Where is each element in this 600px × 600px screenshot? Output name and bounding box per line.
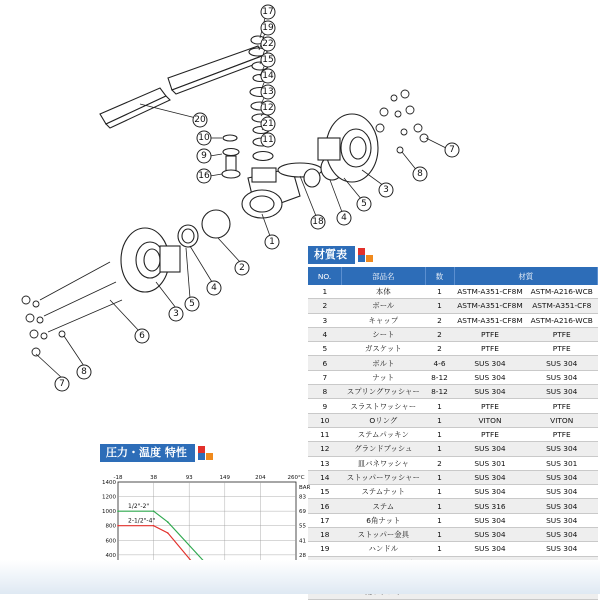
table-row <box>308 342 598 356</box>
cell-m2: SUS 304 <box>526 513 598 527</box>
callout-10 <box>197 131 211 145</box>
y-tick-bar: 28 <box>299 552 306 559</box>
materials-table-body <box>308 285 598 599</box>
y-tick-psi: 800 <box>105 523 116 530</box>
callout-5-right <box>357 197 371 211</box>
callout-6 <box>135 329 149 343</box>
cell-qty: 8-12 <box>425 370 454 384</box>
x-tick-c: -18 <box>113 475 123 481</box>
cell-m1: SUS 304 <box>454 542 526 556</box>
cell-no: 16 <box>308 499 342 513</box>
cell-qty: 1 <box>425 299 454 313</box>
cell-m2: PTFE <box>526 399 598 413</box>
cell-name: 本体 <box>342 285 425 299</box>
svg-text:13: 13 <box>262 87 274 97</box>
callout-5-left <box>185 297 199 311</box>
table-row <box>308 327 598 341</box>
y-tick-psi: 1200 <box>102 494 116 501</box>
cell-m1: SUS 304 <box>454 356 526 370</box>
y-tick-bar: 69 <box>299 509 306 516</box>
svg-text:8: 8 <box>81 367 87 377</box>
table-row <box>308 513 598 527</box>
y-tick-psi: 1400 <box>102 480 116 486</box>
y-tick-psi: 400 <box>105 552 116 559</box>
cell-m2: SUS 304 <box>526 485 598 499</box>
callout-4-right <box>337 211 351 225</box>
cell-qty: 1 <box>425 485 454 499</box>
stem <box>222 135 240 178</box>
cell-no: 12 <box>308 442 342 456</box>
cell-name: 6角ナット <box>342 513 425 527</box>
series-label: 2-1/2"-4" <box>128 517 156 525</box>
table-row <box>308 285 598 299</box>
header-material: 材質 <box>454 267 597 285</box>
table-row <box>308 499 598 513</box>
svg-text:22: 22 <box>262 39 274 49</box>
y-tick-bar: 83 <box>299 494 306 501</box>
cell-no: 10 <box>308 413 342 427</box>
cell-m2: PTFE <box>526 427 598 441</box>
cell-m1: SUS 304 <box>454 370 526 384</box>
svg-text:5: 5 <box>189 299 195 309</box>
cell-name: 皿バネワッシャ <box>342 456 425 470</box>
table-row <box>308 299 598 313</box>
svg-text:9: 9 <box>201 151 207 161</box>
cell-name: ナット <box>342 370 425 384</box>
cell-m2: PTFE <box>526 342 598 356</box>
svg-text:10: 10 <box>198 133 210 143</box>
callout-1 <box>265 235 279 249</box>
svg-text:6: 6 <box>139 331 145 341</box>
y-tick-psi: 600 <box>105 538 116 545</box>
cell-qty: 2 <box>425 313 454 327</box>
cell-qty: 4-6 <box>425 356 454 370</box>
cell-qty: 1 <box>425 285 454 299</box>
materials-table <box>308 267 598 600</box>
table-row <box>308 542 598 556</box>
callout-20 <box>193 113 207 127</box>
svg-text:15: 15 <box>262 55 274 65</box>
callout-18 <box>311 215 325 229</box>
cell-name: キャップ <box>342 313 425 327</box>
series-point <box>117 525 119 527</box>
cell-no: 18 <box>308 528 342 542</box>
callout-3-left <box>169 307 183 321</box>
cell-m2: SUS 304 <box>526 499 598 513</box>
callout-3-right <box>379 183 393 197</box>
callout-14 <box>261 69 275 83</box>
pt-chart-title <box>100 444 213 462</box>
cell-no: 17 <box>308 513 342 527</box>
cell-m1: ASTM-A351-CF8M <box>454 299 526 313</box>
cell-m2: PTFE <box>526 327 598 341</box>
table-row <box>308 470 598 484</box>
series-point <box>117 510 119 512</box>
cell-m2: SUS 304 <box>526 385 598 399</box>
cell-name: スラストワッシャー <box>342 399 425 413</box>
table-row <box>308 442 598 456</box>
pt-chart-title-text: 圧力・温度 特性 <box>100 444 195 462</box>
callout-8-right <box>413 167 427 181</box>
cell-m2: SUS 304 <box>526 356 598 370</box>
header-no: NO. <box>308 267 342 285</box>
cell-name: ストッパー金具 <box>342 528 425 542</box>
cell-m1: SUS 304 <box>454 528 526 542</box>
svg-text:14: 14 <box>262 71 274 81</box>
table-row <box>308 313 598 327</box>
cell-m2: SUS 304 <box>526 542 598 556</box>
cell-name: ボルト <box>342 356 425 370</box>
cell-qty: 2 <box>425 342 454 356</box>
cell-name: Oリング <box>342 413 425 427</box>
cell-no: 15 <box>308 485 342 499</box>
series-point <box>167 532 169 534</box>
cell-no: 1 <box>308 285 342 299</box>
left-end-cap <box>121 228 180 292</box>
cell-qty: 1 <box>425 427 454 441</box>
svg-text:3: 3 <box>383 185 389 195</box>
cell-m1: SUS 304 <box>454 385 526 399</box>
x-tick-c: 204 <box>255 475 266 481</box>
cell-qty: 1 <box>425 442 454 456</box>
cell-m1: SUS 304 <box>454 470 526 484</box>
svg-text:20: 20 <box>194 115 206 125</box>
cell-qty: 1 <box>425 528 454 542</box>
cell-qty: 1 <box>425 413 454 427</box>
cell-m2: ASTM-A351-CF8 <box>526 299 598 313</box>
cell-m2: VITON <box>526 413 598 427</box>
svg-text:18: 18 <box>312 217 324 227</box>
table-row <box>308 456 598 470</box>
x-tick-c: 38 <box>150 475 158 481</box>
callout-4-left <box>207 281 221 295</box>
svg-text:19: 19 <box>262 23 274 33</box>
bottom-gradient-band <box>0 560 600 594</box>
cell-qty: 1 <box>425 399 454 413</box>
callout-21 <box>261 117 275 131</box>
svg-text:7: 7 <box>59 379 65 389</box>
cell-m1: SUS 304 <box>454 485 526 499</box>
cell-no: 4 <box>308 327 342 341</box>
cell-m1: PTFE <box>454 342 526 356</box>
svg-text:21: 21 <box>262 119 274 129</box>
cell-m2: SUS 301 <box>526 456 598 470</box>
handle-sleeve <box>100 88 170 128</box>
cell-m1: SUS 304 <box>454 442 526 456</box>
y-tick-psi: 1000 <box>102 509 116 516</box>
cell-no: 7 <box>308 370 342 384</box>
cell-name: ストッパーワッシャー <box>342 470 425 484</box>
materials-title <box>308 246 598 264</box>
svg-text:11: 11 <box>262 135 274 145</box>
header-qty: 数 <box>425 267 454 285</box>
table-row <box>308 385 598 399</box>
left-bolts <box>22 262 122 356</box>
title-squares <box>357 248 373 262</box>
cell-m2: ASTM-A216-WCB <box>526 313 598 327</box>
x-tick-c: 93 <box>185 475 193 481</box>
x-tick-c: 260°C <box>287 475 305 481</box>
cell-m2: SUS 304 <box>526 528 598 542</box>
svg-text:4: 4 <box>211 283 217 293</box>
cell-name: ステム <box>342 499 425 513</box>
cell-m1: SUS 304 <box>454 513 526 527</box>
svg-text:16: 16 <box>198 171 210 181</box>
svg-text:4: 4 <box>341 213 347 223</box>
cell-m2: SUS 304 <box>526 442 598 456</box>
series-point <box>153 510 155 512</box>
y-tick-bar: BAR <box>299 485 311 491</box>
cell-name: ステムナット <box>342 485 425 499</box>
svg-text:8: 8 <box>417 169 423 179</box>
cell-no: 8 <box>308 385 342 399</box>
cell-qty: 1 <box>425 513 454 527</box>
table-row <box>308 427 598 441</box>
callout-2 <box>235 261 249 275</box>
y-tick-bar: 41 <box>299 538 306 545</box>
callout-11 <box>261 133 275 147</box>
chart-title-squares <box>197 446 213 460</box>
materials-title-text: 材質表 <box>308 246 355 264</box>
svg-text:1: 1 <box>269 237 275 247</box>
cell-name: シート <box>342 327 425 341</box>
right-nuts <box>376 90 428 153</box>
cell-no: 9 <box>308 399 342 413</box>
cell-m1: SUS 301 <box>454 456 526 470</box>
cell-qty: 2 <box>425 327 454 341</box>
cell-no: 5 <box>308 342 342 356</box>
table-row <box>308 485 598 499</box>
svg-text:17: 17 <box>262 7 274 17</box>
cell-m1: PTFE <box>454 327 526 341</box>
cell-m2: SUS 304 <box>526 470 598 484</box>
table-row <box>308 399 598 413</box>
cell-m1: VITON <box>454 413 526 427</box>
callout-8-left <box>77 365 91 379</box>
callout-16 <box>197 169 211 183</box>
cell-no: 3 <box>308 313 342 327</box>
callout-12 <box>261 101 275 115</box>
table-row <box>308 528 598 542</box>
series-label: 1/2"-2" <box>128 503 150 511</box>
cell-qty: 1 <box>425 499 454 513</box>
callout-7-right <box>445 143 459 157</box>
callout-15 <box>261 53 275 67</box>
y-tick-bar: 55 <box>299 523 306 530</box>
cell-m1: ASTM-A351-CF8M <box>454 313 526 327</box>
table-row <box>308 370 598 384</box>
cell-no: 13 <box>308 456 342 470</box>
series-point <box>153 525 155 527</box>
cell-no: 6 <box>308 356 342 370</box>
callout-22 <box>261 37 275 51</box>
svg-text:7: 7 <box>449 145 455 155</box>
cell-m1: PTFE <box>454 427 526 441</box>
cell-m1: PTFE <box>454 399 526 413</box>
cell-name: ボール <box>342 299 425 313</box>
materials-table-block <box>308 246 598 600</box>
cell-no: 11 <box>308 427 342 441</box>
svg-text:3: 3 <box>173 309 179 319</box>
svg-text:2: 2 <box>239 263 245 273</box>
cell-name: ガスケット <box>342 342 425 356</box>
cell-no: 14 <box>308 470 342 484</box>
materials-header-row <box>308 267 598 285</box>
series-point <box>167 521 169 523</box>
cell-name: グランドブッシュ <box>342 442 425 456</box>
callout-19 <box>261 21 275 35</box>
table-row <box>308 356 598 370</box>
x-tick-c: 149 <box>219 475 231 481</box>
cell-no: 19 <box>308 542 342 556</box>
cell-no: 2 <box>308 299 342 313</box>
cell-name: ハンドル <box>342 542 425 556</box>
callout-9 <box>197 149 211 163</box>
cell-qty: 1 <box>425 542 454 556</box>
callout-7-left <box>55 377 69 391</box>
cell-qty: 1 <box>425 470 454 484</box>
callout-13 <box>261 85 275 99</box>
cell-m1: SUS 316 <box>454 499 526 513</box>
cell-m1: ASTM-A351-CF8M <box>454 285 526 299</box>
cell-m2: ASTM-A216-WCB <box>526 285 598 299</box>
table-row <box>308 413 598 427</box>
svg-text:12: 12 <box>262 103 274 113</box>
cell-m2: SUS 304 <box>526 370 598 384</box>
cell-qty: 8-12 <box>425 385 454 399</box>
header-name: 部品名 <box>342 267 425 285</box>
svg-text:5: 5 <box>361 199 367 209</box>
cell-qty: 2 <box>425 456 454 470</box>
cell-name: ステムパッキン <box>342 427 425 441</box>
cell-name: スプリングワッシャー <box>342 385 425 399</box>
callout-17 <box>261 5 275 19</box>
